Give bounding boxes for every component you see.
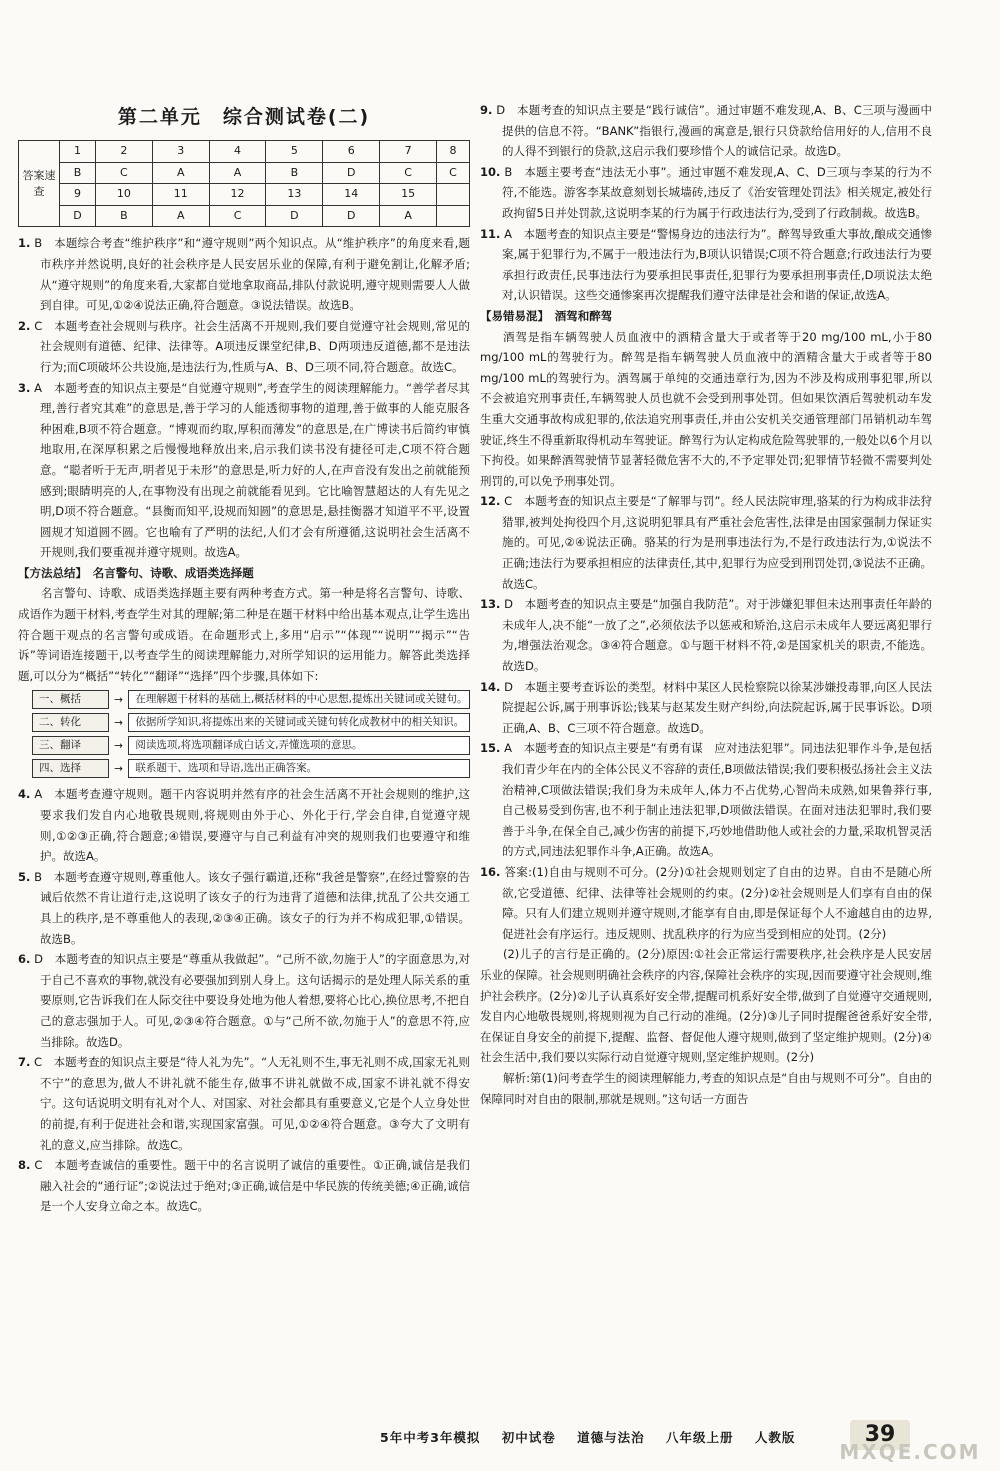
step-label: 四、选择 [32, 759, 109, 778]
answer-value: B [60, 162, 96, 184]
step-desc: 在理解题干材料的基础上,概括材料的中心思想,提炼出关键词或关键句。 [128, 690, 470, 709]
answer-item-7: 7. C 本题考查的知识点主要是“待人礼为先”。“人无礼则不生,事无礼则不成,国家无礼则不宁”的意思为,做人不讲礼就不能生存,做事不讲礼就做不成,国家不讲礼就不得安宁。这句话说明文明有礼对个人、对国家、对社会都具有重要意义,它是个人立身处世的前提,有利于促进社会和谐,实现国家富强。可见,①②④符合题意。③夸大了文明有礼的意义,应当排除。故选C。 [18, 1055, 471, 1152]
answer-item-8: 8. C 本题考查诚信的重要性。题干中的名言说明了诚信的重要性。①正确,诚信是我们融入社会的“通行证”;②说法过于绝对;③正确,诚信是中华民族的传统美德;④正确,诚信是一个人安身立命之本。故选C。 [18, 1158, 471, 1214]
answer-empty [437, 205, 470, 227]
answer-item-14: 14. D 本题主要考查诉讼的类型。材料中某区人民检察院以徐某涉嫌投毒罪,向区人民法院提起公诉,属于刑事诉讼;钱某与赵某发生财产纠纷,向法院起诉,属于民事诉讼。D项正确,A、B、C三项不符合题意。故选D。 [480, 679, 932, 735]
arrow-right-icon: → [114, 693, 123, 706]
answer-num: 3 [152, 141, 209, 163]
footer-edition: 人教版 [754, 1430, 796, 1445]
page-title: 第二单元 综合测试卷(二) [117, 106, 371, 128]
footer-type: 初中试卷 [501, 1430, 556, 1445]
answer-item-1: 1. B 本题综合考查“维护秩序”和“遵守规则”两个知识点。从“维护秩序”的角度来看,题市秩序并然说明,良好的社会秩序是人民安居乐业的保障,有利于避免割让,化解矛盾;从“遵守规则”的角度来看,大家都自觉地拿取商品,排队付款说明,遵守规则需要人人做到自律。可见,①②④说法正确,符合题意。③说法错误。故选B。 [18, 236, 471, 313]
method-step [32, 736, 470, 755]
method-steps [32, 690, 470, 778]
answer-num: 7 [380, 141, 437, 163]
answer-item-12: 12. C 本题考查的知识点主要是“了解罪与罚”。经人民法院审理,骆某的行为构成非法狩猎罪,被判处拘役四个月,这说明犯罪具有严重社会危害性,法律是由国家强制力保证实施的。可见,②④说法正确。骆某的行为是刑事违法行为,不是行政违法行为,①说法不正确;违法行为要承担相应的法律责任,其中,犯罪行为应受到刑罚处罚,③说法不正确。故选C。 [480, 494, 933, 591]
answer-num: 15 [380, 184, 437, 206]
answer-value: A [152, 162, 209, 184]
answer-num: 11 [152, 184, 209, 206]
step-label: 一、概括 [32, 690, 109, 709]
answer-table [18, 140, 470, 227]
answer-value: D [323, 205, 380, 227]
answer-num: 8 [437, 141, 470, 163]
answer-item-2: 2. C 本题考查社会规则与秩序。社会生活离不开规则,我们要自觉遵守社会规则,常见的社会规则有道德、纪律、法律等。A项违反课堂纪律,B、D两项违反道德,都不是违法行为;而C项破坏公共设施,是违法行为,性质与A、B、D三项不同,符合题意。故选C。 [18, 318, 470, 374]
answer-value: A [209, 162, 266, 184]
answer-value: C [209, 205, 266, 227]
answer-num: 13 [266, 184, 323, 206]
answer-item-6: 6. D 本题考查的知识点主要是“尊重从我做起”。“己所不欲,勿施于人”的字面意思为,对于自己不喜欢的事物,就没有必要强加到别人身上。这句话揭示的是处理人际关系的重要原则,它告诉我们在人际交往中要设身处地为他人着想,要将心比心,换位思考,不把自己的意志强加于人。可见,②③④符合题意。①与“己所不欲,勿施于人”的意思不符,应当排除。故选D。 [18, 952, 470, 1049]
answer-num: 10 [95, 184, 152, 206]
error-tip-title: 【易错易混】 酒驾和醉驾 [480, 308, 613, 323]
answer-num: 14 [323, 184, 380, 206]
error-tip-body: 酒驾是指车辆驾驶人员血液中的酒精含量大于或者等于20 mg/100 mL,小于80 mg/100 mL的驾驶行为。醉驾是指车辆驾驶人员血液中的酒精含量大于或者等于80 mg/100 mL的驾驶行为。酒驾属于单纯的交通违章行为,因为不涉及构成刑事犯罪,所以不会被追究刑事责任,车辆驾驶人员也就不会受到刑事处罚。但如果饮酒后驾驶机动车发生重大交通事故构成犯罪的,依法追究刑事责任,并由公安机关交通管理部门吊销机动车驾驶证,终生不得重新取得机动车驾驶证。醉驾行为认定构成危险驾驶罪的,一般处以6个月以下拘役。如果醉酒驾驶情节显著轻微危害不大的,不予定罪处罚;犯罪情节轻微不需要判处刑罚的,可以免予刑事处罚。 [480, 329, 932, 488]
answer-value: C [437, 162, 470, 184]
right-column [480, 100, 932, 1109]
step-desc: 联系题干、选项和导语,选出正确答案。 [128, 759, 470, 778]
answer-value: B [95, 205, 152, 227]
answer-value: D [60, 205, 96, 227]
answer-num: 9 [60, 184, 96, 206]
answer-item-16-part2: (2)儿子的言行是正确的。(2分)原因:①社会正常运行需要秩序,社会秩序是人民安居乐业的保障。社会规则明确社会秩序的内容,保障社会秩序的实现,因而要遵守社会规则,维护社会秩序。(2分)②儿子认真系好安全带,提醒司机系好安全带,做到了自觉遵守交通规则,发自内心地敬畏规则,将规则视为自己行动的准绳。(2分)③儿子同时提醒爸爸系好安全带,在保证自身安全的前提下,提醒、监督、督促他人遵守规则,做到了坚定维护规则。(2分)④社会生活中,我们要以实际行动自觉遵守规则,坚定维护规则。(2分) [480, 947, 932, 1065]
answer-num: 12 [209, 184, 266, 206]
answer-value: A [152, 205, 209, 227]
answer-item-3: 3. A 本题考查的知识点主要是“自觉遵守规则”,考查学生的阅读理解能力。“善学者尽其理,善行者究其难”的意思是,善于学习的人能透彻事物的道理,善于做事的人能克服各种困难,B项不符合题意。“博观而约取,厚积而薄发”的意思是,在广博读书后简约审慎地取用,在深厚积累之后慢慢地释放出来,启示我们读书没有捷径可走,C项不符合题意。“聪者听于无声,明者见于未形”的意思是,听力好的人,在声音没有发出之前就能预感到;眼睛明亮的人,在事物没有出现之前就能看见到。它比喻智慧超达的人有先见之明,D项不符合题意。“县衡而知平,设规而知圆”的意思是,悬挂衡器才知道平不平,设置圆规才知道圆不圆。它也喻有了严明的法纪,人们才会有所遵循,这说明社会生活离不开规则,我们要重视并遵守规则。故选A。 [18, 380, 470, 560]
method-tip-title: 【方法总结】 名言警句、诗歌、成语类选择题 [18, 565, 254, 580]
step-label: 二、转化 [32, 713, 109, 732]
method-tip-body: 名言警句、诗歌、成语类选择题主要有两种考查方式。第一种是将名言警句、诗歌、成语作为题干材料,考查学生对其的理解;第二种是在题干材料中给出基本观点,让学生选出符合题干观点的名言警句或成语。在命题形式上,多用“启示”“体现”“说明”“揭示”“告诉”等词语连接题干,以考查学生的阅读理解能力,对所学知识的运用能力。解答此类选择题,可以分为“概括”“转化”“翻译”“选择”四个步骤,具体如下: [18, 586, 470, 683]
left-column [18, 100, 470, 1217]
answer-value: D [323, 162, 380, 184]
answer-value: B [266, 162, 323, 184]
answer-num: 4 [209, 141, 266, 163]
answer-item-13: 13. D 本题考查的知识点主要是“加强自我防范”。对于涉嫌犯罪但未达刑事责任年龄的未成年人,决不能“一放了之”,必须依法予以惩戒和矫治,这启示未成年人要远离犯罪行为,增强法治观念。③④符合题意。①与题干材料不符,②是国家机关的职责,不能选。故选D。 [480, 597, 932, 674]
answer-item-16-analysis: 解析:第(1)问考查学生的阅读理解能力,考查的知识点是“自由与规则不可分”。自由的保障同时对自由的限制,那就是规则。”这句话一方面告 [480, 1070, 932, 1106]
answer-table-label: 答案速查 [19, 141, 60, 227]
answer-item-9: 9. D 本题考查的知识点主要是“践行诚信”。通过审题不难发现,A、B、C三项与漫画中提供的信息不符。“BANK”指银行,漫画的寓意是,银行只贷款给信用好的人,信用不良的人得不到银行的贷款,这启示我们要珍惜个人的诚信记录。故选D。 [480, 103, 932, 159]
answer-num: 1 [60, 141, 96, 163]
method-step [32, 713, 470, 732]
watermark: MXQE.COM [839, 1440, 981, 1464]
footer-series: 5年中考3年模拟 [380, 1430, 481, 1445]
arrow-right-icon: → [114, 739, 123, 752]
method-step [32, 690, 470, 709]
method-step [32, 759, 470, 778]
answer-num: 2 [95, 141, 152, 163]
answer-value: C [380, 162, 437, 184]
answer-item-11: 11. A 本题考查的知识点主要是“警惕身边的违法行为”。醉驾导致重大事故,酿成交通惨案,属于犯罪行为,不属于一般违法行为,B项认识错误;C项不符合题意;行政违法行为要承担行政责任,民事违法行为要承担民事责任,犯罪行为要承担刑事责任,D项说法太绝对,认识错误。这些交通惨案再次提醒我们遵守法律是社会和谐的保证,故选A。 [480, 226, 933, 303]
arrow-right-icon: → [114, 716, 123, 729]
answer-item-10: 10. B 本题主要考查“违法无小事”。通过审题不难发现,A、C、D三项与李某的行为不符,不能选。游客李某故意刻划长城墙砖,违反了《治安管理处罚法》相关规定,被处行政拘留5日并处罚款,这说明李某的行为属于行政违法行为,受到了行政制裁。故选B。 [480, 164, 932, 220]
answer-item-15: 15. A 本题考查的知识点主要是“有勇有谋 应对违法犯罪”。同违法犯罪作斗争,是包括我们青少年在内的全体公民义不容辞的责任,B项做法错误;我们要积极弘扬社会主义法治精神,C项做法错误;我们身为未成年人,体力不占优势,心智尚未成熟,如果鲁莽行事,自己极易受到伤害,也不利于制止违法犯罪,D项做法错误。在面对违法犯罪时,我们要善于斗争,在保全自己,减少伤害的前提下,巧妙地借助他人或社会的力量,采取机智灵活的方式,同违法犯罪作斗争,A正确。故选A。 [480, 741, 933, 859]
footer-grade: 八年级上册 [666, 1430, 734, 1445]
footer-subject: 道德与法治 [577, 1430, 645, 1445]
step-label: 三、翻译 [32, 736, 109, 755]
answer-empty [437, 184, 470, 206]
footer [380, 1428, 811, 1446]
answer-value: D [266, 205, 323, 227]
answer-item-4: 4. A 本题考查遵守规则。题干内容说明并然有序的社会生活离不开社会规则的维护,这要求我们发自内心地敬畏规则,将规则由外于心、外化于行,学会自律,自觉遵守规则,①②③正确,符合题意;④错误,要遵守与自己利益有冲突的规则我们也要遵守和维护。故选A。 [18, 787, 470, 864]
step-desc: 依据所学知识,将提炼出来的关键词或关键句转化成教材中的相关知识。 [128, 713, 470, 732]
answer-num: 5 [266, 141, 323, 163]
answer-item-5: 5. B 本题考查遵守规则,尊重他人。该女子强行霸道,还称“我爸是警察”,在经过警察的告诫后依然不肯让道行走,这说明了该女子的行为违背了道德和法律,扰乱了公共交通工具上的秩序,是不尊重他人的表现,②③④正确。该女子的行为并不构成犯罪,①错误。故选B。 [18, 869, 470, 946]
answer-item-16: 16. 答案:(1)自由与规则不可分。(2分)①社会规则划定了自由的边界。自由不是随心所欲,它受道德、纪律、法律等社会规则的约束。(2分)②社会规则是人们享有自由的保障。只有人们建立规则并遵守规则,才能享有自由,即是保证每个人不逾越自由的边界,促进社会有序运行。违反规则、扰乱秩序的行为应当受到相应的处罚。(2分) [480, 864, 933, 941]
step-desc: 阅读选项,将选项翻译成白话文,弄懂选项的意思。 [128, 736, 470, 755]
page-number: 39 [850, 1420, 910, 1450]
answer-value: C [95, 162, 152, 184]
arrow-right-icon: → [114, 762, 123, 775]
answer-num: 6 [323, 141, 380, 163]
answer-value: A [380, 205, 437, 227]
